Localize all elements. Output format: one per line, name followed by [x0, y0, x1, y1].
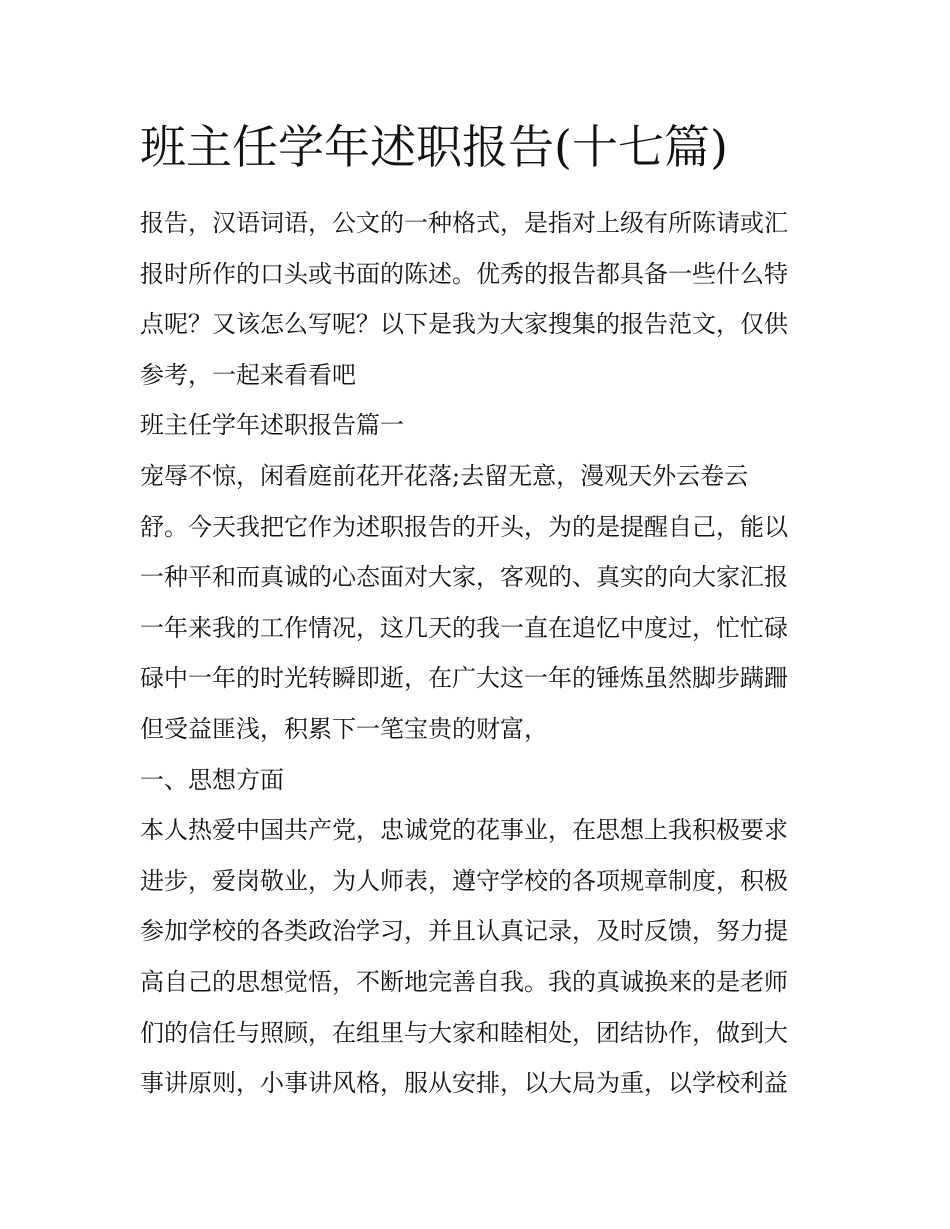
section-heading-1: 班主任学年述职报告篇一 [140, 411, 404, 440]
paragraph-2-line-6: 事讲原则，小事讲风格，服从安排，以大局为重，以学校利益 [140, 1069, 788, 1098]
paragraph-2-line-5: 们的信任与照顾，在组里与大家和睦相处，团结协作，做到大 [140, 1018, 788, 1047]
paragraph-1-line-5: 碌中一年的时光转瞬即逝，在广大这一年的锤炼虽然脚步蹒跚 [140, 664, 788, 693]
paragraph-2-line-4: 高自己的思想觉悟，不断地完善自我。我的真诚换来的是老师 [140, 967, 788, 996]
paragraph-1-line-2: 舒。今天我把它作为述职报告的开头，为的是提醒自己，能以 [140, 512, 788, 541]
paragraph-1-line-1: 宠辱不惊，闲看庭前花开花落;去留无意，漫观天外云卷云 [140, 461, 749, 490]
paragraph-2-line-1: 本人热爱中国共产党，忠诚党的花事业，在思想上我积极要求 [140, 816, 788, 845]
intro-line-2: 报时所作的口头或书面的陈述。优秀的报告都具备一些什么特 [140, 259, 788, 288]
document-body [140, 198, 812, 1109]
document-title: 班主任学年述职报告(十七篇) [140, 120, 728, 174]
paragraph-1-line-4: 一年来我的工作情况，这几天的我一直在追忆中度过，忙忙碌 [140, 613, 788, 642]
paragraph-1-line-3: 一种平和而真诚的心态面对大家，客观的、真实的向大家汇报 [140, 563, 788, 592]
paragraph-2-line-3: 参加学校的各类政治学习，并且认真记录，及时反馈，努力提 [140, 917, 788, 946]
paragraph-1-line-6: 但受益匪浅，积累下一笔宝贵的财富， [140, 714, 548, 743]
intro-line-4: 参考，一起来看看吧 [140, 360, 356, 389]
intro-line-3: 点呢？又该怎么写呢？以下是我为大家搜集的报告范文，仅供 [140, 310, 788, 339]
subheading-thought: 一、思想方面 [140, 765, 284, 794]
paragraph-2-line-2: 进步，爱岗敬业，为人师表，遵守学校的各项规章制度，积极 [140, 866, 788, 895]
intro-line-1: 报告，汉语词语，公文的一种格式，是指对上级有所陈请或汇 [140, 209, 788, 237]
